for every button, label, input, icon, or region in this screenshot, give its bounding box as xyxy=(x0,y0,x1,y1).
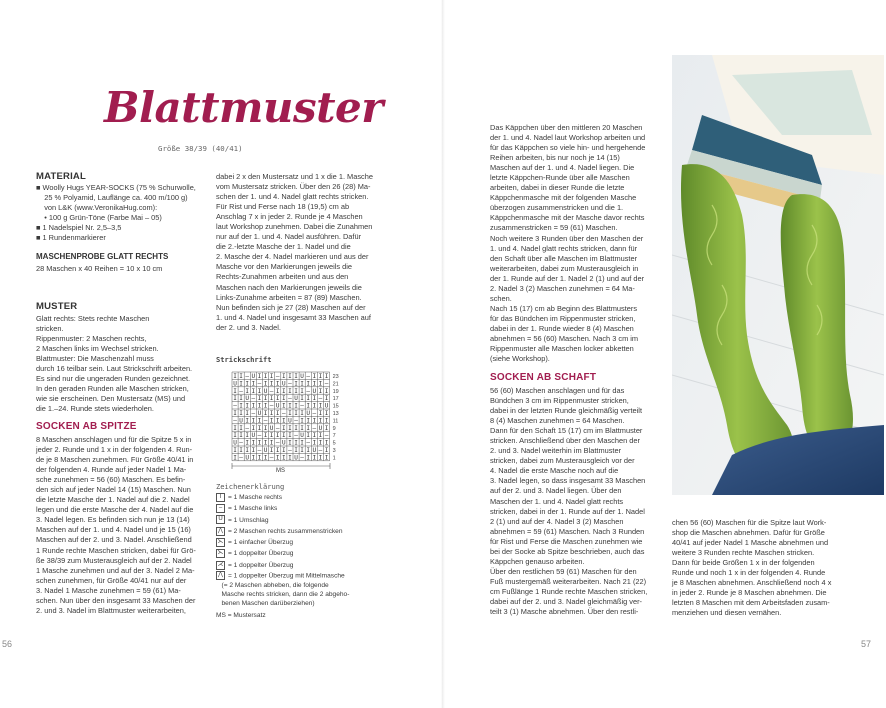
chart-cell-symbol: U xyxy=(324,402,329,410)
chart-cell-symbol: I xyxy=(233,395,237,403)
chart-cell-symbol: I xyxy=(288,410,292,417)
chart-cell-symbol: – xyxy=(251,395,256,403)
chart-cell-symbol: I xyxy=(263,454,268,462)
chart-cell-symbol: I xyxy=(251,380,256,388)
chart-cell-symbol: I xyxy=(245,447,250,454)
chart-cell-symbol: I xyxy=(257,395,262,403)
chart-cell-symbol: U xyxy=(251,373,256,380)
kaeppchen-text: Das Käppchen über den mittleren 20 Maschen der 1. und 4. Nadel laut Workshop arbeiten und für das Käppchen so viele hin- und hergehende Reihen arbeiten, bis nur noch je 14 (15) Maschen auf der 1. und 4. Nadel liegen. Die letzte Käppchen-Runde über alle Maschen arbeiten, dabei in dieser Runde die letzte Käppchenmasche mit der folgenden Masche überzogen zusammenstricken und die 1. Käppchenmasche mit der Masche davor rechts zusammenstricken = 59 (61) Maschen. Noch weitere 3 Runden über den Maschen der 1. und 4. Nadel glatt rechts stricken, dann für den Schaft über alle Maschen im Blattmuster weiterarbeiten, dabei zum Musterausgleich in der 1. Runde auf der 1. Nadel 2 (1) und auf der 2. Nadel 3 (2) Maschen zunehmen = 64 Ma- schen. Nach 15 (17) cm ab Beginn des Blattmusters für das Bündchen im Rippenmuster stricken, dabei in der 1. Runde wieder 8 (4) Maschen abnehmen = 56 (60) Maschen. Nach 3 cm im Rippenmuster alle Maschen locker abketten (siehe Workshop). xyxy=(490,123,646,364)
chart-cell-symbol: I xyxy=(257,417,262,425)
chart-cell-symbol: I xyxy=(269,410,274,417)
chart-cell-symbol: I xyxy=(263,402,268,410)
chart-cell-symbol: I xyxy=(245,417,250,425)
chart-cell-symbol: I xyxy=(251,417,256,425)
chart-cell-symbol: I xyxy=(275,380,280,388)
chart-cell-symbol: I xyxy=(239,424,243,432)
chart-cell-symbol: I xyxy=(257,424,262,432)
chart-cell-symbol: I xyxy=(300,395,304,403)
chart-cell-symbol: I xyxy=(324,373,329,380)
chart-cell-symbol: I xyxy=(282,417,286,425)
chart-cell-symbol: – xyxy=(245,373,250,380)
chart-cell-symbol: – xyxy=(318,395,323,403)
instructions-column-4: chen 56 (60) Maschen für die Spitze laut Work- shop die Maschen abnehmen. Dafür für Größe 40/41 auf jeder Nadel 1 Masche abnehmen und weitere 3 Runden rechte Maschen stricken. Dann für beide Größen 1 x in der folgenden Runde und noch 1 x in der folgenden 4. Runde je 8 Maschen abnehmen. Anschließend noch 4 x in jeder 2. Runde je 8 Maschen abnehmen. Die letzten 8 Maschen mit dem Arbeitsfaden zusam- menziehen und diesen vernähen. xyxy=(672,518,832,618)
chart-cell-symbol: U xyxy=(257,410,262,417)
chart-cell-symbol: I xyxy=(324,417,329,425)
chart-cell-symbol: I xyxy=(239,380,243,388)
chart-cell-symbol: – xyxy=(324,432,329,440)
chart-cell-symbol: I xyxy=(312,395,317,403)
chart-cell-symbol: – xyxy=(306,439,311,447)
central-double-decrease-icon: ⋀ xyxy=(216,571,225,580)
spitze-text: 8 Maschen anschlagen und für die Spitze 5 x in jeder 2. Runde und 1 x in der folgenden 4. Run- de je 8 Maschen zunehmen. Für Größe 40/41 in der folgenden 4. Runde auf jeder Nadel 1 Ma- sche zunehmen = 56 (60) Maschen. Es befin- den sich auf jeder Nadel 14 (15) Maschen. Nun die letzte Masche der 1. Nadel auf die 2. Nadel legen und die erste Masche der 4. Nadel auf die 3. Nadel legen. Es befinden sich nun je 13 (14) Maschen auf der 1. und 4. Nadel und je 15 (16) Maschen auf der 2. und 3. Nadel. Anschließend 1 Runde rechte Maschen stricken, dabei für Grö- ße 38/39 zum Musterausgleich auf der 2. Nadel 1 Masche zunehmen und auf der 3. Nadel 2 Ma- schen zunehmen, für Größe 40/41 nur auf der 3. Nadel 1 Masche zunehmen = 59 (61) Ma- schen. Nun über den insgesamt 33 Maschen der 2. und 3. Nadel im Blattmuster weiterarbeiten, xyxy=(36,435,196,615)
chart-cell-symbol: – xyxy=(324,380,329,388)
chart-cell-symbol: I xyxy=(239,447,243,454)
yarn-over-icon: U xyxy=(216,515,225,524)
chart-cell-symbol: I xyxy=(324,387,329,395)
chart-cell-symbol: I xyxy=(306,432,311,440)
chart-cell-symbol: I xyxy=(269,395,274,403)
chart-title: Strickschrift xyxy=(216,355,272,364)
chart-cell-symbol: I xyxy=(324,424,329,432)
ms-label: MS xyxy=(276,468,285,474)
chart-cell-symbol: I xyxy=(318,387,323,395)
chart-cell-symbol: I xyxy=(288,402,292,410)
chart-cell-symbol: – xyxy=(251,410,256,417)
book-spine xyxy=(441,0,445,708)
legend-item: ⋌ = 1 doppelter Überzug xyxy=(217,561,294,569)
chart-cell-symbol: U xyxy=(233,380,237,388)
chart-cell-symbol: U xyxy=(239,417,243,425)
chart-cell-symbol: – xyxy=(239,387,243,395)
double-decrease-icon: ⋋ xyxy=(217,550,224,557)
chart-cell-symbol: I xyxy=(275,454,280,462)
chart-cell-symbol: I xyxy=(233,387,237,395)
chart-cell-symbol: I xyxy=(300,447,304,454)
chart-cell-symbol: – xyxy=(275,373,280,380)
chart-cell-symbol: I xyxy=(239,373,243,380)
chart-cell-symbol: I xyxy=(239,402,243,410)
chart-cell-symbol: U xyxy=(263,387,268,395)
chart-cell-symbol: I xyxy=(251,424,256,432)
chart-cell-symbol: I xyxy=(233,454,237,462)
chart-row-number: 9 xyxy=(332,425,336,432)
legend-title: Zeichenerklärung xyxy=(216,482,285,491)
chart-cell-symbol: I xyxy=(318,410,323,417)
chart-cell-symbol: I xyxy=(233,432,237,440)
chart-cell-symbol: I xyxy=(245,410,250,417)
chart-row-number: 3 xyxy=(332,448,336,454)
chart-cell-symbol: – xyxy=(233,402,237,410)
chart-cell-symbol: I xyxy=(269,432,274,440)
chart-cell-symbol: I xyxy=(300,387,304,395)
chart-cell-symbol: I xyxy=(294,439,298,447)
single-decrease-icon: ⋋ xyxy=(217,538,224,545)
chart-cell-symbol: I xyxy=(275,410,280,417)
chart-cell-symbol: I xyxy=(324,454,329,462)
knitting-chart xyxy=(216,370,346,476)
chart-cell-symbol: U xyxy=(282,439,286,447)
chart-cell-symbol: I xyxy=(245,387,250,395)
chart-row-number: 13 xyxy=(332,411,339,417)
chart-cell-symbol: U xyxy=(251,432,256,440)
chart-cell-symbol: U xyxy=(269,424,274,432)
chart-cell-symbol: U xyxy=(318,424,323,432)
chart-cell-symbol: I xyxy=(251,439,256,447)
chart-cell-symbol: I xyxy=(294,447,298,454)
chart-cell-symbol: – xyxy=(257,380,262,388)
chart-cell-symbol: I xyxy=(233,410,237,417)
chart-cell-symbol: I xyxy=(318,402,323,410)
legend-ms: MS = Mustersatz xyxy=(216,612,266,620)
chart-cell-symbol: – xyxy=(275,439,280,447)
chart-cell-symbol: I xyxy=(251,454,256,462)
chart-row-number: 11 xyxy=(332,418,339,425)
chart-row-number: 5 xyxy=(332,440,336,447)
chart-cell-symbol: I xyxy=(324,395,329,403)
chart-cell-symbol: I xyxy=(282,424,286,432)
chart-cell-symbol: I xyxy=(269,417,274,425)
chart-cell-symbol: I xyxy=(318,432,323,440)
chart-cell-symbol: U xyxy=(288,417,292,425)
chart-cell-symbol: I xyxy=(239,395,243,403)
chart-cell-symbol: I xyxy=(239,432,243,440)
legend-item: ⋋ = 1 einfacher Überzug xyxy=(217,538,294,547)
chart-cell-symbol: I xyxy=(263,439,268,447)
chart-cell-symbol: – xyxy=(245,424,250,432)
chart-cell-symbol: I xyxy=(312,380,317,388)
chart-cell-symbol: I xyxy=(275,395,280,403)
chart-cell-symbol: I xyxy=(294,373,298,380)
chart-cell-symbol: I xyxy=(312,454,317,462)
chart-cell-symbol: I xyxy=(282,402,286,410)
chart-cell-symbol: I xyxy=(245,380,250,388)
chart-cell-symbol: I xyxy=(233,424,237,432)
chart-cell-symbol: I xyxy=(282,395,286,403)
legend-item: ⋋ = 1 doppelter Überzug xyxy=(217,550,294,558)
chart-cell-symbol: I xyxy=(324,410,329,417)
gauge-heading: MASCHENPROBE GLATT RECHTS xyxy=(36,252,169,261)
page-title: Blattmuster xyxy=(104,83,383,132)
chart-cell-symbol: I xyxy=(306,402,311,410)
chart-cell-symbol: I xyxy=(318,373,323,380)
chart-cell-symbol: I xyxy=(306,380,311,388)
chart-cell-symbol: I xyxy=(275,417,280,425)
chart-cell-symbol: – xyxy=(312,424,317,432)
chart-row-number: 15 xyxy=(332,403,339,410)
chart-cell-symbol: I xyxy=(257,373,262,380)
gauge-text: 28 Maschen x 40 Reihen = 10 x 10 cm xyxy=(36,264,163,273)
chart-cell-symbol: – xyxy=(269,402,274,410)
chart-cell-symbol: I xyxy=(257,387,262,395)
chart-cell-symbol: I xyxy=(245,432,250,440)
chart-cell-symbol: U xyxy=(300,373,304,380)
chart-cell-symbol: U xyxy=(294,395,298,403)
chart-cell-symbol: I xyxy=(263,424,268,432)
schaft-text: 56 (60) Maschen anschlagen und für das Bündchen 3 cm im Rippenmuster stricken, dabei in der letzten Runde gleichmäßig verteilt 8 (4) Maschen zunehmen = 64 Maschen. Dann für den Schaft 15 (17) cm im Blattmuster stricken. Anschließend über den Maschen der 2. und 3. Nadel weiterhin im Blattmuster stricken, dabei zum Musterausgleich vor der 4. Nadel die erste Masche noch auf die 3. Nadel legen, so dass insgesamt 33 Maschen auf der 2. und 3. Nadel liegen. Über den Maschen der 1. und 4. Nadel glatt rechts stricken, dabei in der 1. Runde auf der 1. Nadel 2 (1) und auf der 4. Nadel 3 (2) Maschen abnehmen = 59 (61) Maschen. Nach 3 Runden für Rist und Ferse die Maschen zunehmen wie bei der Socke ab Spitze beschrieben, auch das Käppchen genauso arbeiten. Über den restlichen 59 (61) Maschen für den Fuß mustergemäß weiterarbeiten. Nach 21 (22) cm Fußlänge 1 Runde rechte Maschen stricken, dabei auf der 2. und 3. Nadel gleichmäßig ver- teilt 3 (1) Masche abnehmen. Über den restli- xyxy=(490,386,648,617)
instructions-column-2: dabei 2 x den Mustersatz und 1 x die 1. Masche vom Mustersatz stricken. Über den 26 (28) Ma- schen der 1. und 4. Nadel glatt rechts stricken. Für Rist und Ferse nach 18 (19,5) cm ab Anschlag 7 x in jeder 2. Runde je 4 Maschen laut Workshop zunehmen. Dabei die Zunahmen nur auf der 1. und 4. Nadel ausführen. Dafür die 2.-letzte Masche der 1. Nadel und die 2. Masche der 4. Nadel markieren und aus der Masche vor den Markierungen jeweils die Rechts-Zunahmen arbeiten und aus den Maschen nach den Markierungen jeweils die Links-Zunahme arbeiten = 87 (89) Maschen. Nun befinden sich je 27 (28) Maschen auf der 1. und 4. Nadel und insgesamt 33 Maschen auf der 2. und 3. Nadel. xyxy=(216,172,373,332)
chart-cell-symbol: – xyxy=(269,454,274,462)
chart-cell-symbol: U xyxy=(312,447,317,454)
schaft-heading: SOCKEN AB SCHAFT xyxy=(490,372,597,383)
chart-cell-symbol: I xyxy=(269,439,274,447)
chart-cell-symbol: I xyxy=(300,410,304,417)
chart-cell-symbol: I xyxy=(251,447,256,454)
chart-row-number: 7 xyxy=(332,433,336,440)
size-subtitle: Größe 38/39 (40/41) xyxy=(158,144,243,153)
chart-cell-symbol: I xyxy=(282,447,286,454)
chart-cell-symbol: – xyxy=(275,424,280,432)
chart-row-number: 21 xyxy=(332,381,339,388)
chart-cell-symbol: I xyxy=(300,424,304,432)
chart-cell-symbol: – xyxy=(288,447,292,454)
chart-cell-symbol: I xyxy=(275,387,280,395)
knit-stitch-icon: I xyxy=(216,493,225,502)
chart-cell-symbol: I xyxy=(251,387,256,395)
page-number-left: 56 xyxy=(2,639,13,649)
chart-cell-symbol: – xyxy=(239,439,243,447)
chart-cell-symbol: – xyxy=(233,417,237,425)
chart-cell-symbol: – xyxy=(300,454,304,462)
legend-item: ⋀ = 1 doppelter Überzug mit Mittelmasche (= 2 Maschen abheben, die folgende Masche rechts stricken, dann die 2 abgeho- benen Maschen darüberziehen) xyxy=(216,571,349,608)
chart-cell-symbol: – xyxy=(306,373,311,380)
chart-cell-symbol: I xyxy=(300,439,304,447)
chart-cell-symbol: I xyxy=(312,417,317,425)
chart-cell-symbol: U xyxy=(233,439,237,447)
chart-cell-symbol: I xyxy=(294,402,298,410)
chart-cell-symbol: U xyxy=(312,387,317,395)
chart-cell-symbol: I xyxy=(324,447,329,454)
material-heading: MATERIAL xyxy=(36,171,86,182)
muster-text: Glatt rechts: Stets rechte Maschen stricken. Rippenmuster: 2 Maschen rechts, 2 Maschen links im Wechsel stricken. Blattmuster: Die Maschenzahl muss durch 16 teilbar sein. Laut Strickschrift arbeiten. Es sind nur die ungeraden Runden gezeichnet. In den geraden Runden alle Maschen stricken, wie sie erscheinen. Den Mustersatz (MS) und die 1.–24. Runde stets wiederholen. xyxy=(36,314,193,414)
chart-cell-symbol: – xyxy=(294,417,298,425)
chart-cell-symbol: I xyxy=(269,447,274,454)
chart-cell-symbol: I xyxy=(263,432,268,440)
material-list: ■ Woolly Hugs YEAR-SOCKS (75 % Schurwolle, 25 % Polyamid, Lauflänge ca. 400 m/100 g) von L&K (www.VeronikaHug.com): • 100 g Grün-Töne (Farbe Mai – 05) ■ 1 Nadelspiel Nr. 2,5–3,5 ■ 1 Rundenmarkierer xyxy=(36,183,196,243)
chart-cell-symbol: – xyxy=(257,447,262,454)
chart-cell-symbol: I xyxy=(288,454,292,462)
chart-cell-symbol: I xyxy=(312,402,317,410)
legend-list xyxy=(216,492,349,621)
chart-cell-symbol: I xyxy=(257,402,262,410)
chart-cell-symbol: U xyxy=(245,395,250,403)
chart-cell-symbol: I xyxy=(269,380,274,388)
chart-cell-symbol: I xyxy=(324,439,329,447)
chart-cell-symbol: I xyxy=(306,424,311,432)
chart-cell-symbol: – xyxy=(239,454,243,462)
chart-cell-symbol: U xyxy=(245,454,250,462)
chart-cell-symbol: – xyxy=(318,447,323,454)
chart-cell-symbol: I xyxy=(288,387,292,395)
chart-cell-symbol: I xyxy=(245,402,250,410)
chart-cell-symbol: I xyxy=(233,447,237,454)
k2tog-icon: ⋀ xyxy=(216,527,225,536)
chart-cell-symbol: I xyxy=(318,439,323,447)
chart-cell-symbol: I xyxy=(282,432,286,440)
chart-row-number: 23 xyxy=(332,374,339,380)
chart-cell-symbol: – xyxy=(269,387,274,395)
chart-cell-symbol: I xyxy=(257,439,262,447)
chart-cell-symbol: I xyxy=(245,439,250,447)
chart-cell-symbol: – xyxy=(257,432,262,440)
double-decrease-alt-icon: ⋌ xyxy=(217,561,224,568)
page-number-right: 57 xyxy=(861,639,872,649)
chart-cell-symbol: I xyxy=(294,387,298,395)
chart-cell-symbol: I xyxy=(263,373,268,380)
chart-cell-symbol: I xyxy=(312,432,317,440)
chart-cell-symbol: I xyxy=(318,454,323,462)
chart-cell-symbol: I xyxy=(318,380,323,388)
chart-cell-symbol: I xyxy=(318,417,323,425)
chart-cell-symbol: I xyxy=(306,454,311,462)
chart-cell-symbol: I xyxy=(233,373,237,380)
chart-cell-symbol: – xyxy=(312,410,317,417)
chart-cell-symbol: – xyxy=(294,432,298,440)
chart-cell-symbol: I xyxy=(288,432,292,440)
chart-cell-symbol: I xyxy=(300,380,304,388)
chart-cell-symbol: I xyxy=(288,373,292,380)
legend-item: ⋀ = 2 Maschen rechts zusammenstricken xyxy=(216,526,349,537)
chart-cell-symbol: I xyxy=(263,395,268,403)
chart-cell-symbol: I xyxy=(294,380,298,388)
chart-cell-symbol: I xyxy=(294,424,298,432)
chart-cell-symbol: – xyxy=(306,387,311,395)
chart-cell-symbol: I xyxy=(288,424,292,432)
chart-cell-symbol: I xyxy=(239,410,243,417)
legend-item: U = 1 Umschlag xyxy=(216,515,349,526)
chart-cell-symbol: – xyxy=(300,402,304,410)
chart-cell-symbol: U xyxy=(282,380,286,388)
chart-cell-symbol: – xyxy=(288,380,292,388)
chart-cell-symbol: U xyxy=(306,410,311,417)
sock-photo xyxy=(672,55,884,495)
chart-cell-symbol: I xyxy=(282,373,286,380)
muster-heading: MUSTER xyxy=(36,301,78,312)
spitze-heading: SOCKEN AB SPITZE xyxy=(36,421,137,432)
chart-cell-symbol: – xyxy=(288,395,292,403)
chart-cell-symbol: I xyxy=(275,447,280,454)
legend-item: – = 1 Masche links xyxy=(216,503,349,514)
chart-cell-symbol: I xyxy=(263,380,268,388)
chart-cell-symbol: I xyxy=(282,454,286,462)
chart-cell-symbol: U xyxy=(263,447,268,454)
chart-cell-symbol: U xyxy=(300,432,304,440)
chart-cell-symbol: U xyxy=(275,402,280,410)
chart-cell-symbol: I xyxy=(257,454,262,462)
chart-cell-symbol: I xyxy=(312,439,317,447)
chart-cell-symbol: I xyxy=(251,402,256,410)
chart-cell-symbol: I xyxy=(269,373,274,380)
chart-row-number: 17 xyxy=(332,396,339,403)
chart-cell-symbol: I xyxy=(312,373,317,380)
chart-cell-symbol: I xyxy=(282,387,286,395)
chart-cell-symbol: I xyxy=(288,439,292,447)
chart-cell-symbol: I xyxy=(300,417,304,425)
chart-cell-symbol: – xyxy=(263,417,268,425)
chart-cell-symbol: – xyxy=(282,410,286,417)
chart-cell-symbol: U xyxy=(294,454,298,462)
chart-cell-symbol: I xyxy=(294,410,298,417)
chart-row-number: 1 xyxy=(332,455,336,462)
purl-stitch-icon: – xyxy=(216,504,225,513)
chart-cell-symbol: I xyxy=(306,395,311,403)
chart-row-number: 19 xyxy=(332,388,339,395)
legend-item: I = 1 Masche rechts xyxy=(216,492,349,503)
chart-cell-symbol: I xyxy=(263,410,268,417)
chart-cell-symbol: I xyxy=(306,447,311,454)
chart-cell-symbol: I xyxy=(275,432,280,440)
chart-cell-symbol: I xyxy=(306,417,311,425)
